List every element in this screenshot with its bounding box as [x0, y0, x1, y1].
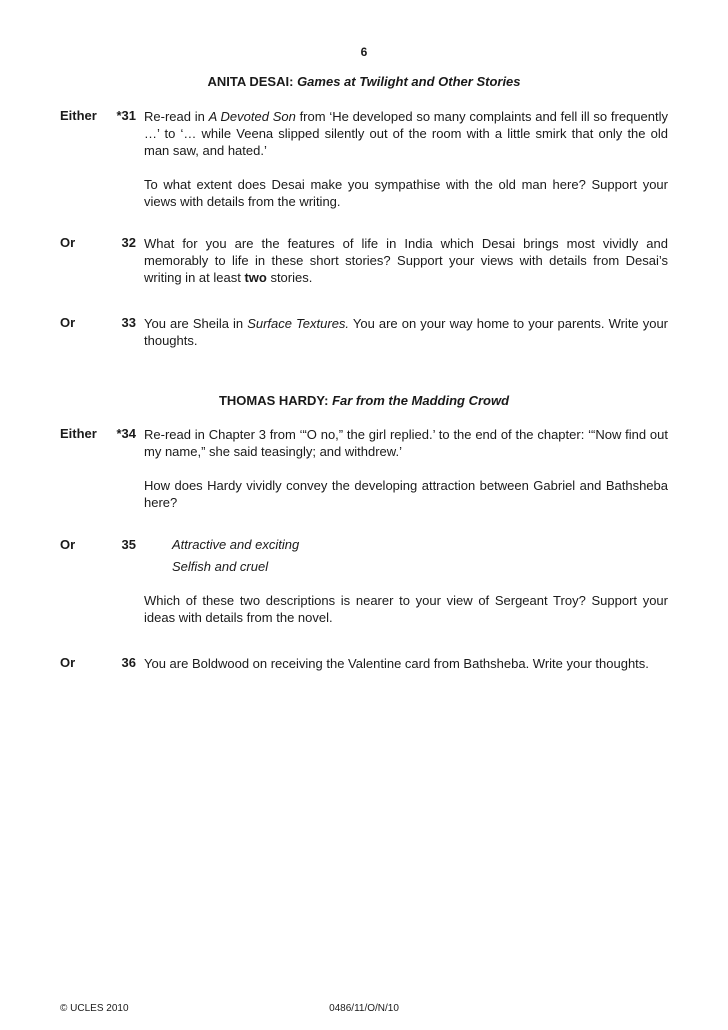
- question-label: Or: [60, 655, 76, 670]
- question-35-body: [144, 592, 668, 626]
- author-name: ANITA DESAI:: [207, 74, 294, 89]
- question-32-body: [144, 235, 668, 286]
- question-label: Either: [60, 426, 97, 441]
- question-text: You are Boldwood on receiving the Valentine card from Bathsheba. Write your thoughts.: [144, 656, 649, 671]
- book-title: Games at Twilight and Other Stories: [297, 74, 521, 89]
- section-heading-hardy: [0, 393, 728, 408]
- question-number: 33: [121, 315, 136, 330]
- question-36-body: [144, 655, 668, 672]
- question-prompt: To what extent does Desai make you sympathise with the old man here? Support your views with details from the writing.: [144, 177, 668, 209]
- question-prompt: How does Hardy vividly convey the developing attraction between Gabriel and Bathsheba here?: [144, 478, 668, 510]
- question-text: What for you are the features of life in India which Desai brings most vividly and memorably to life in these short stories? Support your views with details from Desai’s writing in at least two stories.: [144, 236, 668, 285]
- question-34-body: [144, 426, 668, 511]
- footer-copyright: © UCLES 2010: [60, 1003, 129, 1014]
- question-31-body: [144, 108, 668, 210]
- description-quote: Selfish and cruel: [172, 559, 269, 574]
- question-label: Or: [60, 315, 76, 330]
- question-number: *34: [116, 426, 136, 441]
- book-title: Far from the Madding Crowd: [332, 393, 510, 408]
- question-number: 32: [121, 235, 136, 250]
- question-label: Either: [60, 108, 97, 123]
- question-number: 36: [121, 655, 136, 670]
- question-text: Re-read in Chapter 3 from ‘“O no,” the girl replied.’ to the end of the chapter: ‘“Now find out my name,” she said teasingly; and withdrew.’: [144, 427, 668, 459]
- footer-code: 0486/11/O/N/10: [329, 1003, 399, 1014]
- section-heading-desai: [0, 74, 728, 89]
- author-name: THOMAS HARDY:: [218, 393, 329, 408]
- question-label: Or: [60, 537, 76, 552]
- page-number: 6: [360, 45, 368, 59]
- question-number: 35: [121, 537, 136, 552]
- description-quote: Attractive and exciting: [172, 537, 300, 552]
- question-text: Which of these two descriptions is nearer to your view of Sergeant Troy? Support your ideas with details from the novel.: [144, 593, 668, 625]
- question-text: Re-read in A Devoted Son from ‘He developed so many complaints and fell ill so frequently …’ to ‘… while Veena slipped silently out of the room with a little smirk that only the old man saw, and hated.’: [144, 109, 669, 158]
- question-number: *31: [116, 108, 136, 123]
- question-33-body: [144, 315, 668, 349]
- question-text: You are Sheila in Surface Textures. You are on your way home to your parents. Write your thoughts.: [144, 316, 669, 348]
- question-label: Or: [60, 235, 76, 250]
